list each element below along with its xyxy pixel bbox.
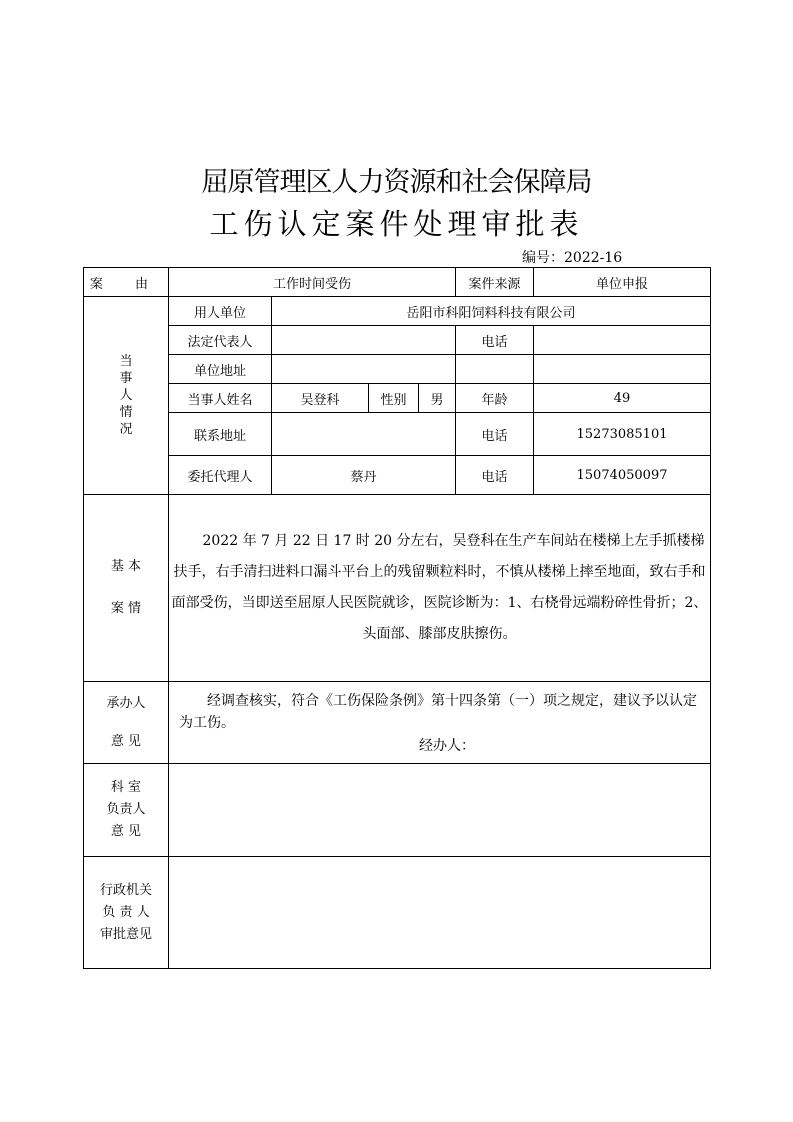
address-value (272, 355, 456, 384)
section-chief-row (84, 764, 711, 857)
facts-label-line1: 基 本 (110, 559, 142, 574)
facts-label-line2: 案 情 (110, 601, 142, 616)
address-row (84, 355, 711, 384)
handler-label-line2: 意 见 (110, 733, 142, 749)
handler-label-line1: 承办人 (106, 695, 146, 711)
agency-title: 屈原管理区人力资源和社会保障局 (201, 167, 592, 198)
legal-rep-label: 法定代表人 (169, 326, 272, 355)
address-extra-value (534, 355, 711, 384)
cause-label: 案 由 (84, 268, 169, 297)
agent-row (84, 456, 711, 495)
approver-opinion (169, 857, 711, 969)
cause-value: 工作时间受伤 (169, 268, 456, 297)
approver-label (84, 857, 169, 969)
contact-row (84, 413, 711, 456)
agent-value: 蔡丹 (272, 456, 456, 495)
section-chief-opinion (169, 764, 711, 857)
address-label: 单位地址 (169, 355, 272, 384)
age-value: 49 (534, 384, 711, 413)
legal-rep-phone-label: 电话 (456, 326, 534, 355)
employer-row (84, 297, 711, 326)
name-value: 吴登科 (272, 384, 369, 413)
source-value: 单位申报 (534, 268, 711, 297)
handler-opinion-text: 经调查核实，符合《工伤保险条例》第十四条第（一）项之规定，建议予以认定为工伤。 (179, 693, 697, 731)
source-label: 案件来源 (456, 268, 534, 297)
agent-label: 委托代理人 (169, 456, 272, 495)
party-section-text: 当事人情况 (119, 354, 133, 437)
approver-label-line2: 负 责 人 (102, 904, 150, 920)
address-extra-label (456, 355, 534, 384)
approver-row (84, 857, 711, 969)
section-chief-label-line2: 负责人 (106, 802, 146, 817)
handler-signer-label: 经办人： (419, 738, 475, 754)
handler-row (84, 682, 711, 764)
handler-label (84, 682, 169, 764)
employer-value: 岳阳市科阳饲料科技有限公司 (272, 297, 711, 326)
agent-phone-value: 15074050097 (534, 456, 711, 495)
party-section-label (84, 297, 169, 495)
legal-rep-phone-value (534, 326, 711, 355)
gender-label: 性别 (369, 384, 419, 413)
employer-label: 用人单位 (169, 297, 272, 326)
agent-phone-label: 电话 (456, 456, 534, 495)
serial-value: 2022-16 (564, 250, 623, 266)
legal-rep-value (272, 326, 456, 355)
name-label: 当事人姓名 (169, 384, 272, 413)
serial-number (522, 247, 622, 267)
party-phone-label: 电话 (456, 413, 534, 456)
section-chief-label-line3: 意 见 (110, 824, 142, 839)
facts-label (84, 495, 169, 682)
form-title: 工伤认定案件处理审批表 (209, 207, 584, 241)
approval-form-table (83, 267, 711, 969)
case-row (84, 268, 711, 297)
section-chief-label (84, 764, 169, 857)
section-chief-label-line1: 科 室 (110, 780, 142, 795)
gender-value: 男 (419, 384, 456, 413)
party-name-row (84, 384, 711, 413)
approver-label-line3: 审批意见 (99, 926, 152, 942)
handler-opinion (169, 682, 711, 764)
facts-row (84, 495, 711, 682)
party-phone-value: 15273085101 (534, 413, 711, 456)
age-label: 年龄 (456, 384, 534, 413)
facts-text: 2022 年 7 月 22 日 17 时 20 分左右，吴登科在生产车间站在楼梯上左手抓楼梯扶手，右手清扫进料口漏斗平台上的残留颗粒料时，不慎从楼梯上摔至地面，致右手和面部受伤，当即送至屈原人民医院就诊，医院诊断为：1、右桡骨远端粉碎性骨折；2、头面部、膝部皮肤擦伤。 (169, 495, 711, 682)
contact-address-value (272, 413, 456, 456)
contact-address-label: 联系地址 (169, 413, 272, 456)
legal-rep-row (84, 326, 711, 355)
serial-label: 编号： (522, 250, 564, 266)
approver-label-line1: 行政机关 (99, 882, 152, 898)
